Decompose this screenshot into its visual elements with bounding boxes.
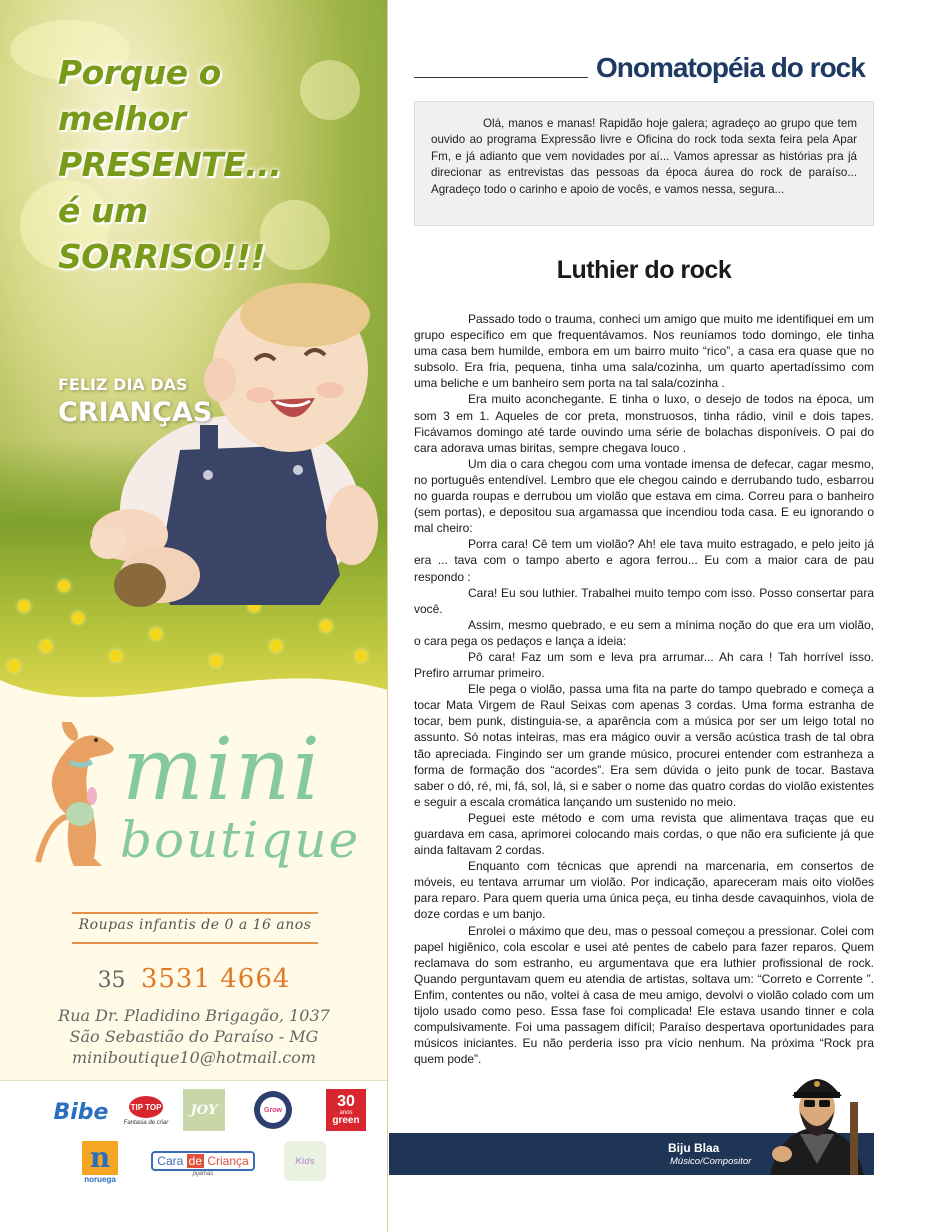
paragraph-11: Enrolei o máximo que deu, mas o pessoal começou a pressionar. Colei com papel higiênico, cola escolar e usei até pentes de cabelo para fazer reparos. Quem reclamava do som estranho, eu argumentava que era luthier profissional de rock. Quando perguntavam quem eu atendia de artistas, soltava um: “Correto e Corrente ”. Enfim, contentes ou não, voltei à casa de meu amigo, devolvi o violão colado com um tijolo usado como peso. Essa fase foi complicada! Ele estava usando tinner e cola compulsivamente. Foi uma passagem difícil; Paraíso despertava oportunidades para músicos iniciantes. Eu não perderia isso pra vício nenhum. Na próxima “Rock pra quem pode”. <box>414 923 874 1067</box>
store-email: miniboutique10@hotmail.com <box>72 1048 316 1067</box>
paragraph-4: Porra cara! Cê tem um violão? Ah! ele tava muito estragado, e pelo jeito já era ... tava com o tampo aberto e agora ferrou... Eu com a maior cara de pau respondo : <box>414 537 874 584</box>
cara-word-1: Cara <box>157 1154 184 1168</box>
cara-de-crianca-title <box>151 1151 254 1171</box>
paragraph-9: Peguei este método e com uma revista que alimentava traças que eu guardava em casa, aprimorei colocando mais cordas, o que não era suficiente já que ainda faltavam 2 cordas. <box>414 810 874 858</box>
paragraph-1: Passado todo o trauma, conheci um amigo que muito me identifiquei em um grupo específico em que frequentávamos. Nos reuníamos todo domingo, ele tinha uma casa bem humilde, embora em um bairro muito “rico”, a casa era quase que no subsolo. Era fria, pequena, tinha uma sala/cozinha, um quarto apertadíssimo com uma beliche e um banheiro sem porta na tal sala/cozinha . <box>414 312 874 391</box>
paragraph-8: Ele pega o violão, passa uma fita na parte do tampo quebrado e começa a tocar Mata Virgem de Raul Seixas com apenas 3 cordas. Uma forma estranha de tocar, bem punk, distinguia-se, a aparência com a música por ser um leigo total no assunto. Só notas inteiras, mas era mágico ouvir a versão acústica trash de tal obra tão apreciada. Fingindo ser um grande músico, procurei entender com estranheza a forma de formação dos “acordes”. Era sem dúvida o jeito punk de tocar. Bastava saber o dó, ré, mi, fá, sol, lá, si e saber o nome das quatro cordas do violão existentes e seguir a escala cromática lançando um sustenido no meio. <box>414 682 874 809</box>
tagline-bottom-rule <box>72 942 318 944</box>
tiptop-subtitle: Fantasia de criar <box>123 1120 169 1126</box>
intro-text: Olá, manos e manas! Rapidão hoje galera; agradeço ao grupo que tem ouvido ao programa Expressão livre e Oficina do rock toda sexta feira pela Apar Fm, e já adianto que vem novidades por aí... Vamos apressar as histórias pra já direcionar as entrevistas das pessoas da época áurea do rock de paraíso... Agradeço todo o carinho e apoio de vocês, e vamos nessa, segura... <box>431 117 857 196</box>
article-subtitle: Luthier do rock <box>556 256 732 284</box>
cara-word-2: de <box>188 1154 202 1168</box>
grow-flower-badge: Grow <box>260 1097 286 1123</box>
article-body <box>414 311 874 1067</box>
ad-headline <box>58 50 358 280</box>
brand-joy-logo: JOY <box>183 1089 225 1131</box>
tagline-top-rule <box>72 912 318 914</box>
paragraph-10: Enquanto com técnicas que aprendi na marcenaria, em consertos de móveis, eu tentava arrumar um violão. Por indicação, apareceram mais oito violões para reparo. Para quem queria uma única peça, eu tinha desde cavaquinhos, viola de doze cordas e um banjo. <box>414 859 874 922</box>
title-rule <box>414 77 588 78</box>
paragraph-5: Cara! Eu sou luthier. Trabalhei muito tempo com isso. Posso consertar para você. <box>414 585 874 616</box>
brand-bibe-logo: Bibe <box>53 1099 109 1125</box>
brand-grow-logo <box>254 1091 292 1129</box>
phone-area-code: 35 <box>97 968 126 993</box>
headline-line-2: PRESENTE... <box>58 145 282 184</box>
store-phone <box>0 964 388 994</box>
author-name: Biju Blaa <box>668 1141 720 1155</box>
noruega-word: noruega <box>84 1174 116 1184</box>
intro-box <box>414 101 874 226</box>
smiling-baby-illustration <box>90 275 388 635</box>
paragraph-7: Pô cara! Faz um som e leva pra arrumar... Ah cara ! Tah horrível isso. Prefiro arrumar primeiro. <box>414 649 874 681</box>
kangaroo-mascot-icon <box>34 722 130 872</box>
green-30-small: anos <box>339 1110 353 1116</box>
paragraph-6: Assim, mesmo quebrado, e eu sem a mínima noção do que era um violão, o cara pega os pedaços e lança a ideia: <box>414 617 874 648</box>
paragraph-2: Era muito aconchegante. E tinha o luxo, o desejo de todos na época, um som 3 em 1. Aqueles de cor preta, monstruosos, tinha rádio, vinil e dois tapes. Ficávamos domingo até tarde ouvindo uma série de bolachas disponíveis. O pai do cara adorava umas biritas, sempre chegava louco . <box>414 392 874 455</box>
store-tagline: Roupas infantis de 0 a 16 anos <box>78 917 312 933</box>
tiptop-badge: TIP TOP <box>129 1096 163 1118</box>
green-30-word: green <box>332 1115 360 1126</box>
brand-logos-strip <box>0 1080 388 1232</box>
green-30-number: 30 <box>337 1093 355 1110</box>
logo-word-mini: mini <box>122 720 322 820</box>
paragraph-3: Um dia o cara chegou com uma vontade imensa de defecar, cagar mesmo, no português entendível. Lembro que ele chegou caindo e derrubando tudo, esbarrou no guarda roupas e derrubou um violão que estava em cima. Correu para o banheiro (sem portas), e depositou sua argamassa que incendiou toda casa. E eu ignorando o mal cheiro: <box>414 456 874 536</box>
store-address-line-1: Rua Dr. Pladidino Brigagão, 1037 <box>58 1006 330 1025</box>
author-role: Músico/Compositor <box>670 1156 752 1167</box>
brand-cara-de-crianca-logo <box>148 1147 258 1181</box>
brand-30-green-logo <box>326 1089 366 1131</box>
headline-line-3: é um SORRISO!!! <box>58 191 265 276</box>
cara-word-3: Criança <box>207 1154 249 1168</box>
greeting-line-2: CRIANÇAS <box>58 397 213 428</box>
brand-kids-logo: Kids <box>284 1141 326 1181</box>
article-title: Onomatopéia do rock <box>596 52 865 83</box>
headline-line-1: Porque o melhor <box>58 53 221 138</box>
childrens-day-greeting <box>58 375 212 431</box>
phone-number: 3531 4664 <box>140 964 291 994</box>
advertisement-panel <box>0 0 388 1232</box>
logo-word-boutique: boutique <box>120 811 361 869</box>
author-photo-icon <box>760 1062 874 1175</box>
greeting-line-1: FELIZ DIA DAS <box>58 375 188 394</box>
store-address-line-2: São Sebastião do Paraíso - MG <box>69 1027 319 1046</box>
brand-noruega-logo <box>82 1139 118 1185</box>
brand-tiptop-logo <box>122 1091 170 1131</box>
noruega-letter: n <box>82 1141 118 1175</box>
cara-subtitle: pijamas <box>192 1171 214 1177</box>
